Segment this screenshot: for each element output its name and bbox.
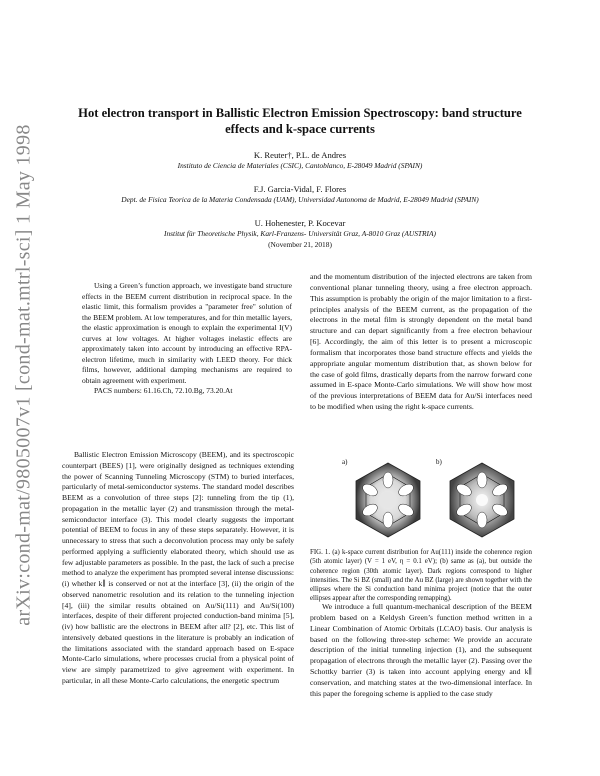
panel-b-label: b) [436,458,442,466]
author-group-2: F.J. Garcia-Vidal, F. Flores [253,184,347,194]
paper-date: (November 21, 2018) [268,240,332,249]
abstract-text: Using a Green’s function approach, we investigate band structure effects in the BEEM current distribution in reciprocal space. In the elastic limit, this formalism provides a "parameter free" solution of the BEEM problem. At low temperatures, and for thin metallic layers, the elastic approximation is enough to explain the experimental I(V) curves at low voltages. At higher voltages inelastic effects are approximately taken into account by introducing an effective RPA-electron lifetime, much in similarity with LEED theory. For thick films, however, additional damping mechanisms are required to obtain agreement with experiment. [82,281,292,385]
affiliation-2: Dept. de Fisica Teorica de la Materia Condensada (UAM), Universidad Autonoma de Madrid, E-28049 Madrid (SPAIN) [121,195,479,204]
right-paragraph-2: We introduce a full quantum-mechanical description of the BEEM problem based on a Keldysh Green’s function method written in a Linear Combination of Atomic Orbitals (LCAO) basis. Our analysis is based on the following three-step scheme: We provide an accurate description of the initial tunneling injection (1), and the subsequent propagation of electrons through the metallic layer (2). Passing over the Schottky barrier (3) is taken into account applying energy and k∥ conservation, and matching states at the two-dimensional interface. In this paper the foregoing scheme is applied to the case study [310,602,532,698]
paper-title [60,105,540,137]
arxiv-identifier: arXiv:cond-mat/9805007v1 [cond-mat.mtrl-sci] 1 May 1998 [12,124,35,626]
pacs-numbers: PACS numbers: 61.16.Ch, 72.10.Bg, 73.20.At [94,386,233,396]
title-line-2: effects and k-space currents [225,122,375,136]
author-group-3: U. Hohenester, P. Kocevar [254,218,346,228]
title-line-1: Hot electron transport in Ballistic Electron Emission Spectroscopy: band structure [78,106,522,120]
abstract [82,281,292,397]
figure-1 [310,458,532,540]
panel-a-label: a) [342,458,348,466]
right-paragraph-1: and the momentum distribution of the injected electrons are taken from conventional planar tunneling theory, using a free electron approach. This assumption is probably the origin of the major limitation to a first-principles analysis of the BEEM current, as the propagation of the electrons in the metal film is strongly dependent on the metal band structure and can depart significantly from a free electron behaviour [6]. Accordingly, the aim of this letter is to present a microscopic formalism that incorporates those band structure effects and yields the appropriate angular momentum distribution that, as shown below for the case of gold films, drastically departs from the narrow forward cone assumed in E-space Monte-Carlo simulations. We will show how most of the previous interpretations of BEEM data for Au/Si interfaces need to be modified when using the right k-space currents. [310,272,532,412]
intro-paragraph: Ballistic Electron Emission Microscopy (BEEM), and its spectroscopic counterpart (BEES) [1], were originally designed as techniques extending the power of Scanning Tunneling Microscopy (STM) to buried interfaces, particularly of metal-semiconductor systems. The standard model describes BEEM as a convolution of three steps [2]: tunneling from the tip (1), propagation in the metallic layer (2) and transmission through the metal-semiconductor interface (3). This model clearly suggests the important potential of BEEM to focus in any of these steps separately. However, it is unnecessary to stress that such a deconvolution process may only be safely performed applying a sufficiently elaborated theory, which should use as few adjustable parameters as possible. In the past, the lack of such a precise method to analyze the experiment has prompted several intense discussions: (i) whether k∥ is conserved or not at the interface [3], (ii) the origin of the observed nanometric resolution and its relation to the tunneling injection [4], (iii) the similar results obtained on Au/Si(111) and Au/Si(100) interfaces, despite of their different projected conduction-band minima [5], (iv) how ballistic are the electrons in BEEM after all? [2], etc. This list of intensively debated questions in the literature is probably an indication of the limitations associated with the standard approach based on E-space Monte-Carlo simulations, where processes crucial from a physical point of view are simply parametrized to give agreement with experiment. In particular, in all these Monte-Carlo calculations, the energetic spectrum [62,450,294,685]
affiliation-1: Instituto de Ciencia de Materiales (CSIC), Cantoblanco, E-28049 Madrid (SPAIN) [177,161,423,170]
affiliation-3: Institut für Theoretische Physik, Karl-Franzens- Universität Graz, A-8010 Graz (AUSTRIA) [164,229,436,238]
panel-b-image [442,460,522,540]
left-column [62,450,294,687]
arxiv-sidebar [6,95,42,655]
author-group-1: K. Reuter†, P.L. de Andres [253,150,347,160]
right-column-top [310,272,532,413]
figure-1-caption: FIG. 1. (a) k-space current distribution for Au(111) inside the coherence region (5th atomic layer) (V = 1 eV, η = 0.1 eV); (b) same as (a), but outside the coherence region (30th atomic layer). Dark regions correspond to higher intensities. The Si BZ (small) and the Au BZ (large) are shown together with the ellipses where the Si conduction band minima project (notice that the outer ellipses appear after the corresponding remapping). [310,549,532,603]
right-column-bottom [310,602,532,700]
panel-a-image [348,460,428,540]
